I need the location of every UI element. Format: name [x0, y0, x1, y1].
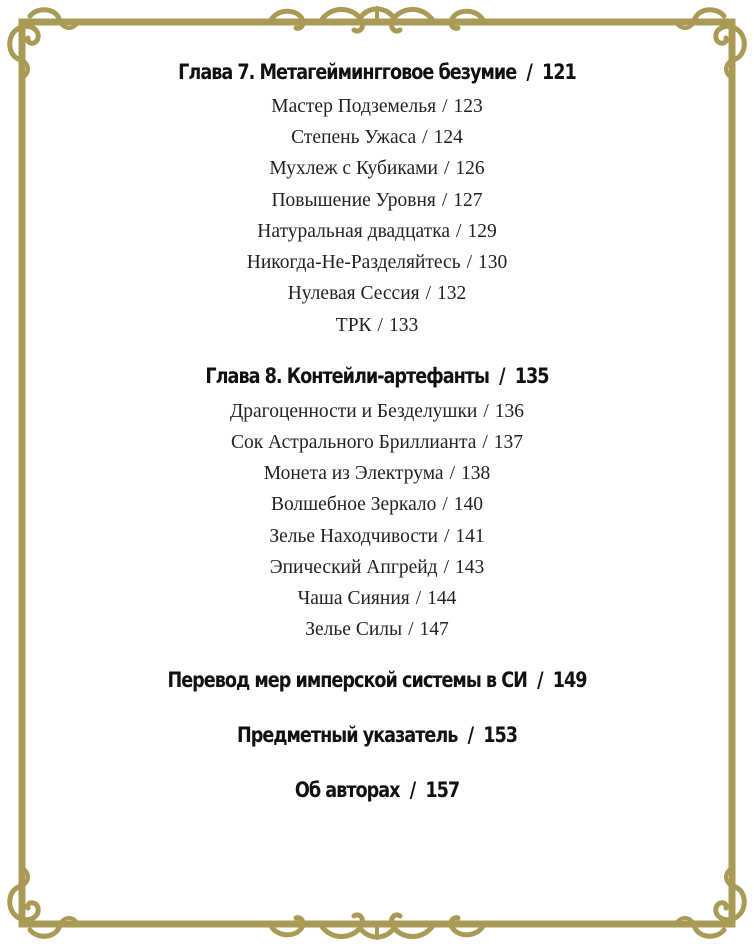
page-number: 149 [552, 668, 587, 692]
entry-title: Чаша Сияния [297, 588, 410, 609]
toc-entry[interactable] [30, 557, 724, 579]
toc-entry[interactable] [30, 190, 724, 212]
toc-entry[interactable] [30, 526, 724, 548]
toc-entry[interactable] [30, 252, 724, 274]
entry-title: Мухлеж с Кубиками [269, 158, 438, 179]
page-number: 133 [388, 315, 419, 336]
page-number: 137 [493, 432, 524, 453]
entry-title: Степень Ужаса [291, 127, 417, 148]
separator: / [443, 526, 450, 547]
page-number: 124 [433, 127, 463, 148]
page-number: 121 [541, 60, 576, 84]
toc-entry[interactable] [30, 494, 724, 516]
separator: / [456, 221, 462, 242]
separator: / [442, 494, 448, 515]
separator: / [377, 315, 383, 336]
separator: / [422, 127, 428, 148]
separator: / [537, 668, 543, 692]
toc-entry[interactable] [30, 221, 724, 243]
separator: / [415, 588, 422, 609]
page-number: 126 [455, 158, 485, 179]
page-number: 144 [427, 588, 457, 609]
entry-title: Мастер Подземелья [271, 96, 437, 117]
entry-title: Монета из Электрума [263, 463, 444, 484]
page-number: 135 [514, 364, 549, 388]
entry-title: Повышение Уровня [271, 190, 436, 211]
separator: / [466, 252, 473, 273]
about-authors-heading[interactable] [86, 778, 669, 802]
page-number: 141 [455, 526, 485, 547]
separator: / [441, 190, 448, 211]
page-number: 138 [461, 463, 491, 484]
page-number: 143 [455, 557, 485, 578]
separator: / [467, 723, 474, 747]
separator: / [482, 432, 488, 453]
entry-title: ТРК [335, 315, 372, 336]
toc-entry[interactable] [30, 158, 724, 180]
chapter-title: Глава 8. Контейли-артефанты [205, 364, 489, 388]
separator: / [409, 778, 416, 802]
separator: / [526, 60, 532, 84]
page-number: 123 [453, 96, 483, 117]
entry-title: Эпический Апгрейд [269, 557, 438, 578]
entry-title: Нулевая Сессия [287, 283, 420, 304]
toc-entry[interactable] [30, 127, 724, 149]
separator: / [443, 557, 450, 578]
chapter-8-heading[interactable] [86, 364, 669, 388]
subject-index-heading[interactable] [86, 723, 669, 747]
page-number: 157 [425, 778, 460, 802]
toc-entry[interactable] [30, 315, 724, 337]
page-number: 130 [478, 252, 508, 273]
toc-entry[interactable] [30, 432, 724, 454]
entry-title: Волшебное Зеркало [270, 494, 437, 515]
entry-title: Никогда-Не-Разделяйтесь [246, 252, 461, 273]
section-title: Перевод мер имперской системы в СИ [167, 668, 527, 692]
separator: / [442, 96, 448, 117]
page-number: 127 [453, 190, 483, 211]
toc-entry[interactable] [30, 96, 724, 118]
entry-title: Драгоценности и Безделушки [229, 401, 478, 422]
conversion-heading[interactable] [86, 668, 669, 692]
section-title: Об авторах [294, 778, 400, 802]
toc-entry[interactable] [30, 588, 724, 610]
separator: / [408, 619, 414, 640]
page-number: 140 [453, 494, 484, 515]
separator: / [483, 401, 489, 422]
separator: / [443, 158, 450, 179]
page-number: 132 [437, 283, 467, 304]
page-number: 153 [483, 723, 518, 747]
page-number: 129 [467, 221, 497, 242]
entry-title: Зелье Силы [305, 619, 403, 640]
page-number: 147 [419, 619, 449, 640]
page-number: 136 [494, 401, 525, 422]
toc-entry[interactable] [30, 401, 724, 423]
separator: / [449, 463, 455, 484]
separator: / [499, 364, 505, 388]
section-title: Предметный указатель [236, 723, 458, 747]
entry-title: Натуральная двадцатка [257, 221, 451, 242]
toc-entry[interactable] [30, 619, 724, 641]
toc-entry[interactable] [30, 283, 724, 305]
entry-title: Сок Астрального Бриллианта [230, 432, 477, 453]
entry-title: Зелье Находчивости [269, 526, 438, 547]
toc-entry[interactable] [30, 463, 724, 485]
chapter-7-heading[interactable] [86, 60, 669, 84]
chapter-title: Глава 7. Метагеймингговое безумие [178, 60, 517, 84]
separator: / [425, 283, 432, 304]
